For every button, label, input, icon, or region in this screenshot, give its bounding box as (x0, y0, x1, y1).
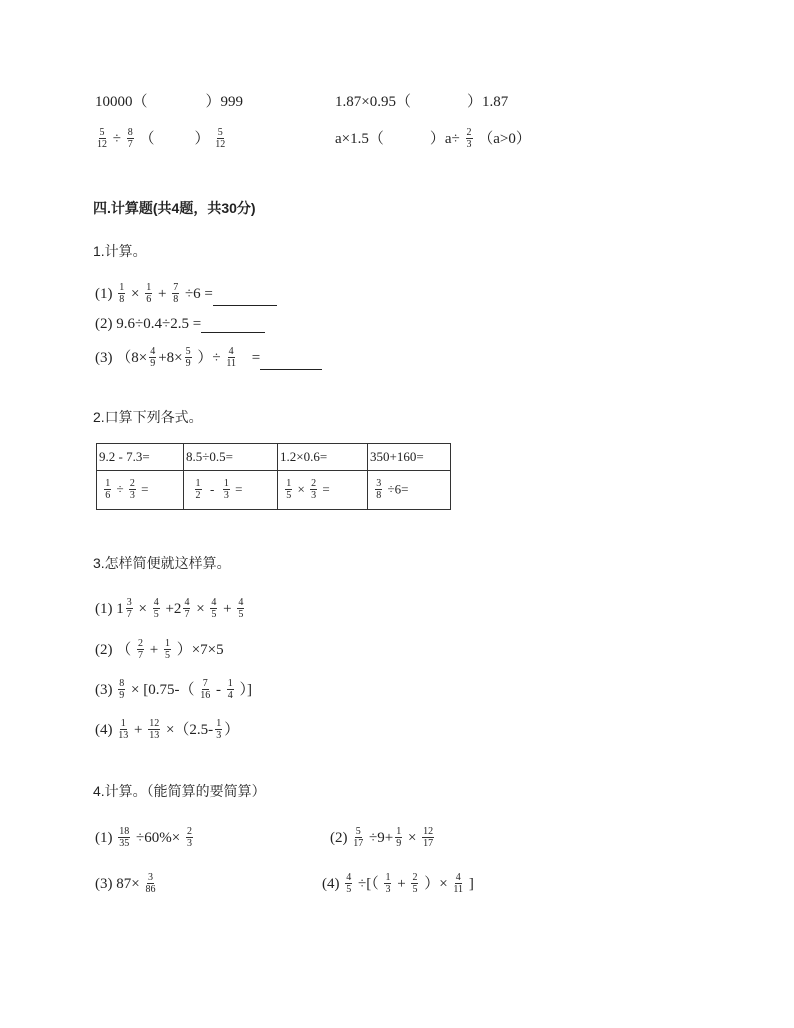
fraction: $\frac{1}{9}$ (396, 826, 402, 849)
fraction: $\frac{4}{9}$ (150, 346, 156, 369)
fraction: $\frac{4}{11}$ (453, 872, 464, 895)
table-cell[interactable]: $\frac{1}{5}$ × $\frac{2}{3}$ = (278, 471, 368, 510)
q4-problem-4: (4) $\frac{4}{5}$ ÷[（ $\frac{1}{3}$ + $\frac{2}{5}$ ）× $\frac{4}{11}$ ] (322, 872, 474, 895)
fraction: $\frac{1}{5}$ (164, 638, 170, 661)
fraction: $\frac{2}{5}$ (412, 872, 418, 895)
compare-text: （a>0） (478, 130, 531, 147)
fraction: $\frac{1}{5}$ (286, 477, 292, 501)
compare-text: 10000（ (95, 94, 148, 110)
fraction: $\frac{2}{7}$ (138, 638, 143, 661)
fraction: $\frac{7}{16}$ (200, 678, 211, 701)
fraction: $\frac{12}{17}$ (423, 826, 434, 849)
operator: ÷ (112, 130, 121, 147)
fraction: $\frac{4}{11}$ (226, 346, 236, 369)
compare-text: a×1.5（ (335, 130, 384, 147)
fraction: $\frac{5}{9}$ (185, 346, 191, 369)
question-3-title: 3.怎样简便就这样算。 (93, 555, 231, 571)
fraction: $\frac{4}{5}$ (211, 597, 217, 620)
fraction: $\frac{4}{5}$ (346, 872, 352, 895)
q1-problem-3: (3) （8× $\frac{4}{9}$ +8× $\frac{5}{9}$ ）÷ $\frac{4}{11}$ = (95, 347, 322, 370)
fraction: $\frac{3}{86}$ (145, 872, 156, 895)
answer-line[interactable] (201, 332, 265, 333)
compare-row-1-right (335, 93, 508, 111)
fraction: $\frac{3}{7}$ (126, 597, 132, 620)
q3-problem-3: (3) $\frac{8}{9}$ × [0.75-（ $\frac{7}{16}$ - $\frac{1}{4}$ ）] (95, 678, 252, 701)
q1-problem-1: (1) $\frac{1}{8}$ × $\frac{1}{6}$ + $\frac{7}{8}$ ÷6 = (95, 283, 277, 306)
fraction: $\frac{4}{5}$ (153, 597, 159, 620)
q1-problem-2: (2) 9.6÷0.4÷2.5 = (95, 315, 265, 333)
fraction: $\frac{3}{8}$ (376, 477, 382, 501)
table-cell[interactable]: $\frac{1}{2}$ - $\frac{1}{3}$ = (184, 471, 278, 510)
fraction: $\frac{1}{6}$ (146, 282, 152, 305)
q3-problem-2: (2) （ $\frac{2}{7}$ + $\frac{1}{5}$ ）×7×5 (95, 638, 224, 661)
question-2-title: 2.口算下列各式。 (93, 409, 203, 425)
question-4-title: 4.计算。（能简算的要简算） (93, 783, 266, 799)
fraction: $\frac{1}{3}$ (223, 477, 229, 501)
fraction: $\frac{1}{2}$ (195, 477, 201, 501)
q4-problem-1: (1) $\frac{18}{35}$ ÷60%× $\frac{2}{3}$ (95, 826, 192, 849)
q3-problem-4: (4) $\frac{1}{13}$ + $\frac{12}{13}$ ×（2.5- $\frac{1}{3}$ ） (95, 718, 240, 741)
table-cell[interactable]: 350+160= (368, 444, 451, 471)
fraction: $\frac{8}{7}$ (127, 127, 133, 150)
compare-row-1-left (95, 93, 243, 111)
compare-text: ）1.87 (466, 94, 509, 110)
fraction: $\frac{2}{3}$ (311, 477, 317, 501)
compare-text: ）999 (205, 94, 244, 110)
fraction: $\frac{1}{4}$ (227, 678, 233, 701)
answer-line[interactable] (213, 305, 277, 306)
q4-problem-2: (2) $\frac{5}{17}$ ÷9+ $\frac{1}{9}$ × $\frac{12}{17}$ (330, 826, 434, 849)
question-1-title: 1.计算。 (93, 243, 147, 259)
compare-text: ）a÷ (429, 130, 460, 147)
fraction: $\frac{1}{3}$ (385, 872, 391, 895)
section-heading: 四.计算题(共4题，共30分) (93, 200, 256, 216)
fraction: $\frac{4}{5}$ (238, 597, 244, 620)
table-cell[interactable]: $\frac{1}{6}$ ÷ $\frac{2}{3}$ = (97, 471, 184, 510)
fraction: $\frac{18}{35}$ (119, 826, 130, 849)
paren: （ (139, 130, 155, 147)
fraction: $\frac{12}{13}$ (149, 718, 160, 741)
compare-row-2-left (95, 128, 227, 151)
table-cell[interactable]: $\frac{3}{8}$ ÷6= (368, 471, 451, 510)
fraction: $\frac{5}{17}$ (353, 826, 364, 849)
answer-line[interactable] (260, 369, 322, 370)
compare-text: 1.87×0.95（ (335, 94, 411, 110)
fraction: $\frac{8}{9}$ (119, 678, 125, 701)
fraction: $\frac{1}{13}$ (118, 718, 129, 741)
fraction: $\frac{2}{3}$ (129, 477, 135, 501)
paren: ） (194, 130, 210, 147)
fraction: $\frac{7}{8}$ (173, 282, 179, 305)
fraction: $\frac{1}{3}$ (216, 718, 222, 741)
q4-problem-3: (3) 87× $\frac{3}{86}$ (95, 872, 156, 895)
compare-row-2-right (335, 128, 531, 151)
fraction: $\frac{1}{6}$ (105, 477, 111, 501)
fraction: $\frac{2}{3}$ (186, 826, 192, 849)
table-cell[interactable]: 8.5÷0.5= (184, 444, 278, 471)
fraction: $\frac{1}{8}$ (119, 282, 125, 305)
q3-problem-1: (1) 1 $\frac{3}{7}$ × $\frac{4}{5}$ +2 $\frac{4}{7}$ × $\frac{4}{5}$ + $\frac{4}{5}$ (95, 597, 244, 620)
table-cell[interactable]: 1.2×0.6= (278, 444, 368, 471)
fraction: $\frac{5}{12}$ (97, 127, 107, 150)
fraction: $\frac{4}{7}$ (184, 597, 190, 620)
fraction: $\frac{5}{12}$ (215, 127, 226, 150)
table-cell[interactable]: 9.2 - 7.3= (97, 444, 184, 471)
mental-math-table (96, 443, 451, 510)
fraction: $\frac{2}{3}$ (466, 127, 472, 150)
